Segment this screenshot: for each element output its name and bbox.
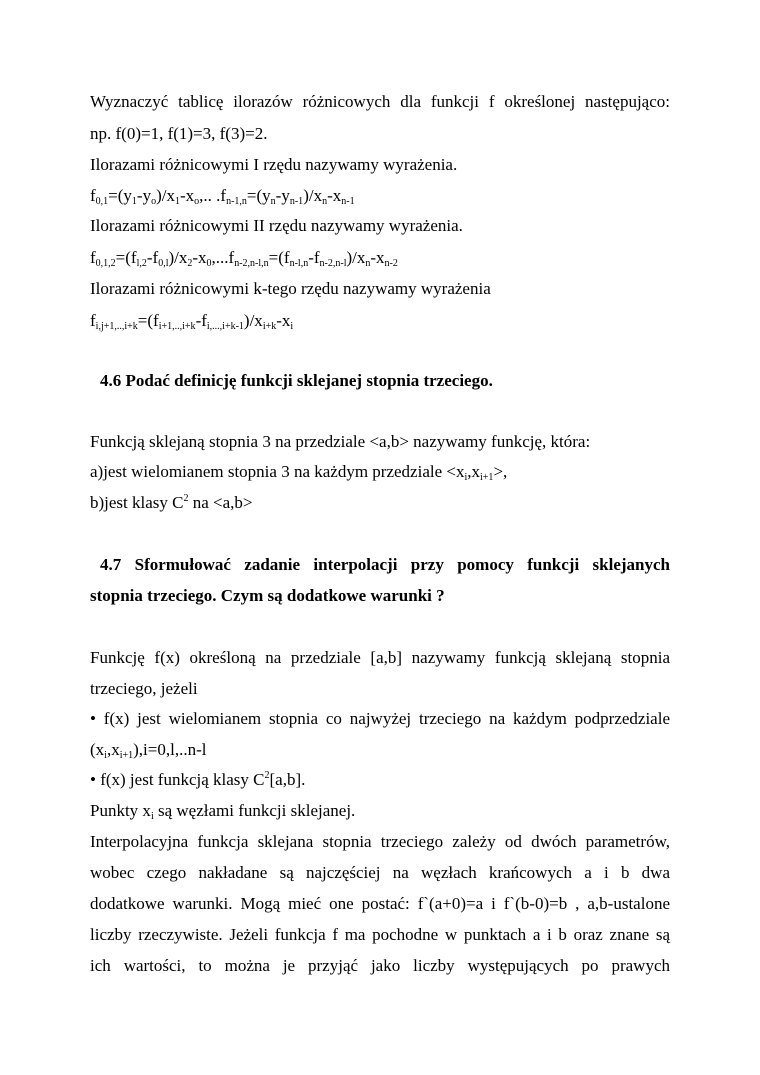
para-line-3: dodatkowe warunki. Mogą mieć one postać: f`(a+0)=a i f`(b-0)=b , a,b-ustalone xyxy=(90,894,670,913)
intro-line-2: np. f(0)=1, f(1)=3, f(3)=2. xyxy=(90,124,268,143)
def46-line-2: a)jest wielomianem stopnia 3 na każdym przedziale $<x_i,x_{i+1}>$, xyxy=(90,462,508,483)
def46-line-3: b)jest klasy $C^2$ na <a,b> xyxy=(90,493,253,512)
heading-4-7-line-1: 4.7 Sformułować zadanie interpolacji przy pomocy funkcji sklejanych xyxy=(100,555,670,574)
body47-line-1: Funkcję f(x) określoną na przedziale [a,b] nazywamy funkcją sklejaną stopnia xyxy=(90,648,670,667)
formula-kth-order: $f_{i,j+1,..,i+k}=(f_{i+1,..,i+k}-f_{i,...,i+k-1})/x_{i+k}-x_i$ xyxy=(90,311,294,332)
heading-4-7-line-2: stopnia trzeciego. Czym są dodatkowe warunki ? xyxy=(90,586,445,605)
heading-4-6: 4.6 Podać definicję funkcji sklejanej stopnia trzeciego. xyxy=(100,371,493,390)
para-line-2: wobec czego nakładane są najczęściej na węzłach krańcowych a i b dwa xyxy=(90,863,670,882)
def46-line-1: Funkcją sklejaną stopnia 3 na przedziale <a,b> nazywamy funkcję, która: xyxy=(90,432,591,451)
body47-line-2: trzeciego, jeżeli xyxy=(90,679,198,698)
intro-line-1: Wyznaczyć tablicę ilorazów różnicowych dla funkcji f określonej następująco: xyxy=(90,92,670,111)
para-line-1: Interpolacyjna funkcja sklejana stopnia trzeciego zależy od dwóch parametrów, xyxy=(90,832,670,851)
bullet-1-cont: $(x_i,x_{i+1}),i=0,l,..n-l$ xyxy=(90,740,207,761)
para-line-4: liczby rzeczywiste. Jeżeli funkcja f ma pochodne w punktach a i b oraz znane są xyxy=(90,925,670,944)
intro-line-7: Ilorazami różnicowymi k-tego rzędu nazywamy wyrażenia xyxy=(90,279,491,298)
knots-line: Punkty $x_i$ są węzłami funkcji sklejanej. xyxy=(90,801,356,822)
para-line-5: ich wartości, to można je przyjąć jako liczby występujących po prawych xyxy=(90,956,670,975)
formula-second-order: $f_{0,1,2}=(f_{l,2}-f_{0,l})/x_2-x_0,...f_{n-2,n-l,n}=(f_{n-l,n}-f_{n-2,n-l})/x_n-x_{n-2}$ xyxy=(90,248,398,269)
bullet-1: • f(x) jest wielomianem stopnia co najwyżej trzeciego na każdym podprzedziale xyxy=(90,709,670,728)
intro-line-5: Ilorazami różnicowymi II rzędu nazywamy wyrażenia. xyxy=(90,216,463,235)
bullet-2: • f(x) jest funkcją klasy $C^2[a,b]$. xyxy=(90,770,306,789)
intro-line-3: Ilorazami różnicowymi I rzędu nazywamy wyrażenia. xyxy=(90,155,458,174)
formula-first-order: $f_{0,1}=(y_1-y_o)/x_1-x_o$,.. $.f_{n-1,n}=(y_n-y_{n-1})/x_n-x_{n-1}$ xyxy=(90,186,355,207)
